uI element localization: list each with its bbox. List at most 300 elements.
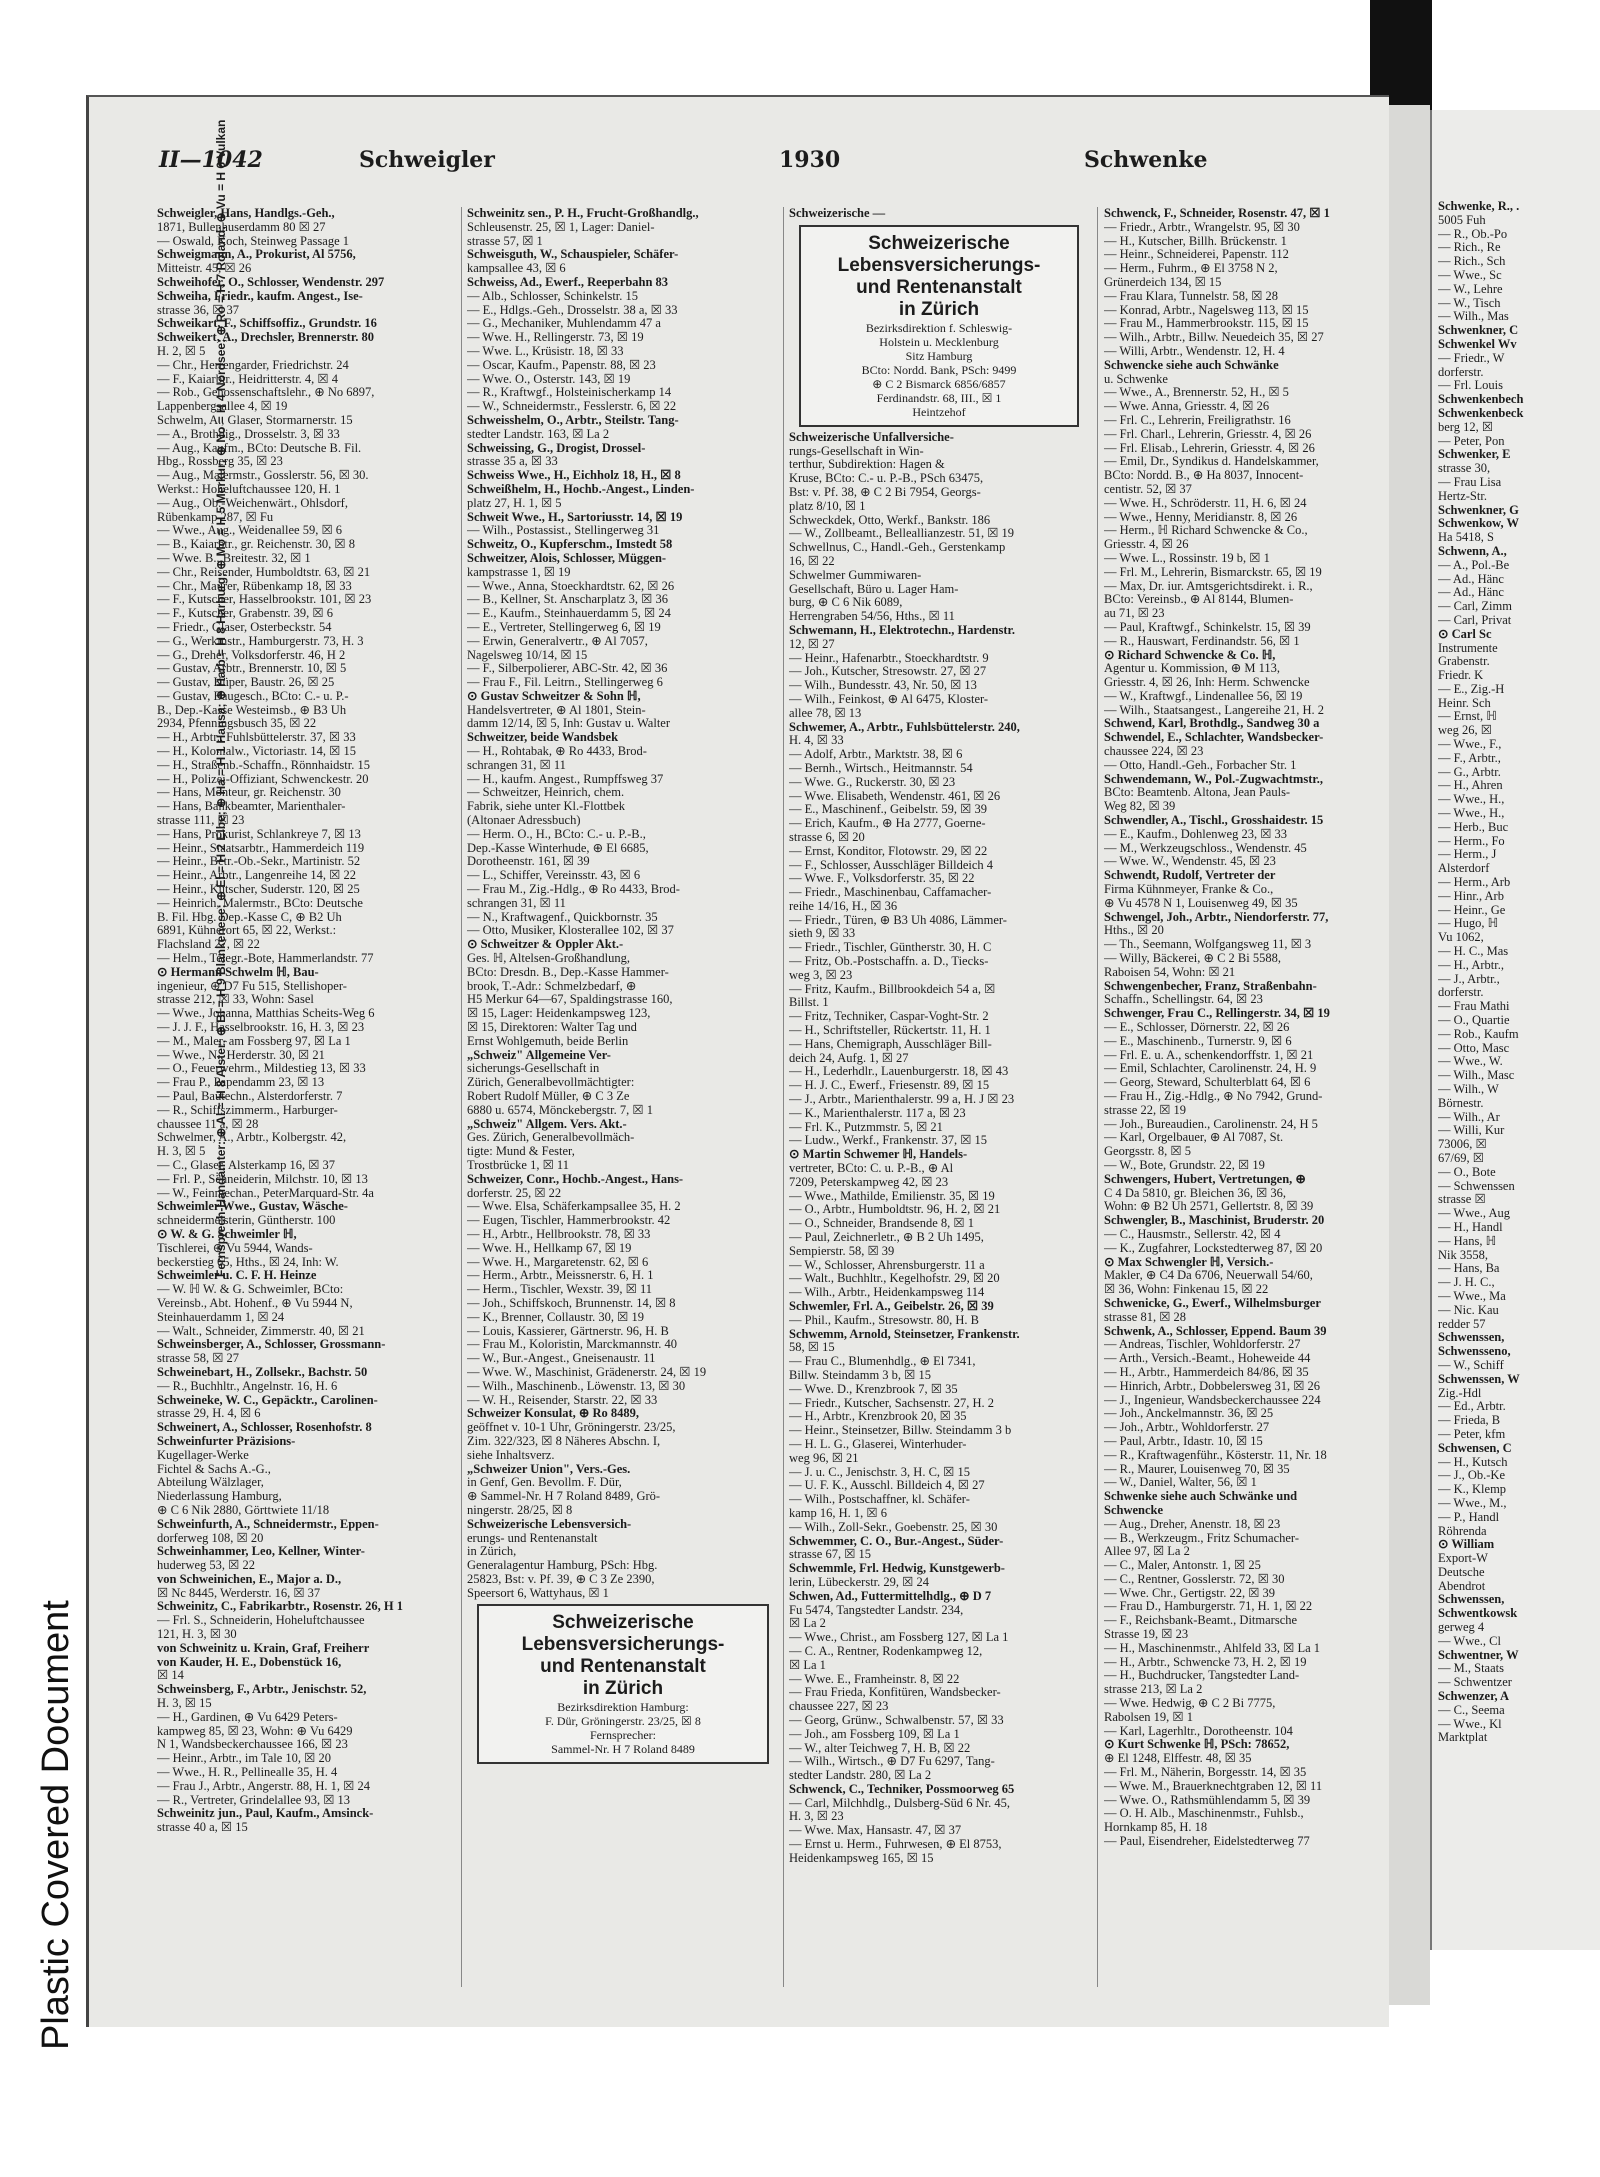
directory-entry-line: vertreter, BCto: C. u. P.-B., ⊕ Al — [789, 1162, 954, 1176]
directory-entry-line: Deutsche — [1438, 1565, 1485, 1579]
directory-entry-line: Griesstr. 4, ☒ 26 — [1104, 538, 1189, 552]
directory-entry-line: Schwenkner, C — [1438, 324, 1519, 338]
directory-entry-line: dorferstr. — [1438, 986, 1484, 1000]
directory-entry-line: Hornkamp 85, H. 18 — [1104, 1821, 1208, 1835]
directory-entry-line: Niederlassung Hamburg, — [157, 1490, 282, 1504]
directory-entry-line: Schweisguth, W., Schauspieler, Schäfer- — [467, 248, 679, 262]
directory-entry-line: — H., Arbtr., Hammerdeich 84/86, ☒ 35 — [1104, 1365, 1309, 1379]
directory-entry-line: — Georg, Grünw., Schwalbenstr. 57, ☒ 33 — [789, 1713, 1004, 1727]
directory-entry-line: strasse 30, — [1438, 462, 1491, 476]
directory-entry-line: — Hinrich, Arbtr., Dobbelersweg 31, ☒ 26 — [1104, 1379, 1321, 1393]
directory-entry-line: — H., Buchdrucker, Tangstedter Land- — [1104, 1669, 1300, 1683]
directory-entry-line: — Wilh., Maschinenb., Löwenstr. 13, ☒ 30 — [467, 1379, 686, 1393]
directory-entry-line: — Gustav, Arbtr., Brennerstr. 10, ☒ 5 — [157, 662, 347, 676]
directory-entry-line: Nagelsweg 10/14, ☒ 15 — [467, 648, 588, 662]
directory-entry-line: — Frl. Elisab., Lehrerin, Griesstr. 4, ☒ 26 — [1104, 441, 1315, 455]
scan-margin — [0, 2070, 1600, 2177]
directory-entry-line: Tischlerei, ⊕ Vu 5944, Wands- — [157, 1241, 313, 1255]
directory-entry-line: — Fritz, Techniker, Caspar-Voght-Str. 2 — [789, 1010, 989, 1024]
directory-entry-line: ⊕ Vu 4578 N 1, Louisenweg 49, ☒ 35 — [1104, 896, 1298, 910]
directory-entry-line: — Wwe., Johanna, Matthias Scheits-Weg 6 — [157, 1007, 375, 1021]
directory-entry-line: au 71, ☒ 23 — [1104, 607, 1165, 621]
directory-entry-line: Schwengers, Hubert, Vertretungen, ⊕ — [1104, 1172, 1306, 1186]
directory-entry-line: — R., Schiffszimmerm., Harburger- — [157, 1103, 338, 1117]
directory-entry-line: — Rich., Re — [1438, 241, 1501, 255]
directory-entry-line: Schwelm, A., Glaser, Stormarnerstr. 15 — [157, 413, 353, 427]
directory-entry-line: Schweinfurter Präzisions- — [157, 1434, 296, 1448]
directory-entry-line: Schweikert, A., Drechsler, Brennerstr. 80 — [157, 331, 374, 345]
directory-entry-line: — E., Kaufm., Dohlenweg 23, ☒ 33 — [1104, 827, 1288, 841]
directory-entry-line: — B., Kellner, St. Anscharplatz 3, ☒ 36 — [467, 593, 668, 607]
directory-entry-line: — Wwe. H., Schröderstr. 11, H. 6, ☒ 24 — [1104, 496, 1307, 510]
directory-entry-line: Schwendt, Rudolf, Vertreter der — [1104, 869, 1276, 883]
directory-entry-line: Marktplat — [1438, 1731, 1488, 1745]
directory-entry-line: Ges. Zürich, Generalbevollmäch- — [467, 1131, 635, 1145]
ad-detail-line: Ferdinandstr. 68, III., ☒ 1 — [876, 390, 1002, 405]
directory-entry-line: — Ernst u. Herm., Fuhrwesen, ⊕ El 8753, — [789, 1838, 1002, 1852]
directory-entry-line: „Schweiz" Allgem. Vers. Akt.- — [467, 1117, 627, 1131]
directory-entry-line: — Willi, Kur — [1438, 1124, 1505, 1138]
directory-entry-line: — Heinr., Arbtr., Langenreihe 14, ☒ 22 — [157, 869, 357, 883]
directory-entry-line: platz 8/10, ☒ 1 — [789, 499, 866, 513]
directory-entry-line: — Herm., Fo — [1438, 834, 1505, 848]
directory-entry-line: — Heinr., Schneiderei, Papenstr. 112 — [1104, 248, 1289, 262]
directory-entry-line: 25823, Bst: v. Pf. 39, ⊕ C 3 Ze 2390, — [467, 1572, 655, 1586]
directory-entry-line: Schwenck, F., Schneider, Rosenstr. 47, ☒ 1 — [1104, 207, 1330, 220]
directory-entry-line: — Willi, Arbtr., Wendenstr. 12, H. 4 — [1104, 344, 1285, 358]
plastic-covered-label: Plastic Covered Document — [35, 1600, 77, 2050]
directory-entry-line: — H., Kutsch — [1438, 1455, 1508, 1469]
directory-entry-line: — Chr., Reisender, Humboldtstr. 63, ☒ 21 — [157, 565, 371, 579]
directory-entry-line: — H., Arbtr., — [1438, 958, 1504, 972]
directory-entry-line: — Wwe., Christ., am Fossberg 127, ☒ La 1 — [789, 1631, 1009, 1645]
directory-entry-line: — K., Zugfahrer, Lockstedterweg 87, ☒ 20 — [1104, 1241, 1323, 1255]
directory-entry-line: — Wwe. L., Krüsistr. 18, ☒ 33 — [467, 344, 624, 358]
directory-entry-line: brook, T.-Adr.: Schmelzbedarf, ⊕ — [467, 979, 637, 993]
directory-entry-line: — Ad., Hänc — [1438, 586, 1504, 600]
directory-entry-line: chaussee 224, ☒ 23 — [1104, 745, 1204, 759]
directory-entry-line: — Frl. Louis — [1438, 379, 1503, 393]
directory-entry-line: — Schwenssen — [1438, 1179, 1515, 1193]
directory-entry-line: rungs-Gesellschaft in Win- — [789, 444, 924, 458]
directory-entry-line: 6891, Kühnerort 65, ☒ 22, Werkst.: — [157, 924, 337, 938]
directory-entry-line: Schaffn., Schellingstr. 64, ☒ 23 — [1104, 993, 1263, 1007]
directory-entry-line: — Wwe., Aug — [1438, 1207, 1510, 1221]
directory-entry-line: Schweikart, F., Schiffsoffiz., Grundstr. 16 — [157, 317, 377, 331]
directory-entry-line: ⊕ El 1248, Elffestr. 48, ☒ 35 — [1104, 1752, 1252, 1766]
directory-entry-line: — Wwe., H., — [1438, 807, 1505, 821]
directory-entry-line: — Wwe., H., — [1438, 793, 1505, 807]
directory-entry-line: — Carl, Zimm — [1438, 600, 1512, 614]
directory-entry-line: — Konrad, Arbtr., Nagelsweg 113, ☒ 15 — [1104, 303, 1309, 317]
directory-entry-line: Schwemler, Frl. A., Geibelstr. 26, ☒ 39 — [789, 1300, 994, 1313]
directory-entry-line: — F., Kaiarbtr., Heidritterstr. 4, ☒ 4 — [157, 372, 339, 386]
directory-entry-line: — W., Tisch — [1438, 296, 1501, 310]
directory-entry-line: centistr. 52, ☒ 37 — [1104, 482, 1192, 496]
directory-entry-line: — Herm., Arbtr., Meissnerstr. 6, H. 1 — [467, 1269, 654, 1283]
directory-entry-line: ningerstr. 28/25, ☒ 8 — [467, 1503, 573, 1517]
directory-entry-line: Trostbrücke 1, ☒ 11 — [467, 1158, 569, 1172]
directory-entry-line: — M., Maler, am Fossberg 97, ☒ La 1 — [157, 1034, 351, 1048]
directory-entry-line: — L., Schiffer, Vereinsstr. 43, ☒ 6 — [467, 869, 641, 883]
directory-entry-line: — W., Kraftwgf., Lindenallee 56, ☒ 19 — [1104, 689, 1303, 703]
directory-entry-line: Schweitz, O., Kupferschm., Imstedt 58 — [467, 538, 673, 552]
directory-entry-line: Schwenzer, A — [1438, 1690, 1510, 1704]
directory-entry-line: Abteilung Wälzlager, — [157, 1476, 264, 1490]
directory-entry-line: Schweigmann, A., Prokurist, Al 5756, — [157, 248, 356, 262]
directory-entry-line: Schweinitz jun., Paul, Kaufm., Amsinck- — [157, 1807, 374, 1821]
directory-entry-line: — Frau M., Zig.-Hdlg., ⊕ Ro 4433, Brod- — [467, 883, 680, 897]
directory-entry-line: — Frau Klara, Tunnelstr. 58, ☒ 28 — [1104, 289, 1279, 303]
directory-entry-line: BCto: Vereinsb., ⊕ Al 8144, Blumen- — [1104, 593, 1294, 607]
directory-entry-line: H. 3, ☒ 15 — [157, 1697, 212, 1711]
column-3 — [789, 207, 1089, 2007]
directory-entry-line: weg 96, ☒ 21 — [789, 1451, 859, 1465]
directory-entry-line: — R., Kraftwgf., Holsteinischerkamp 14 — [467, 386, 672, 400]
directory-entry-line: — Heinr., Ge — [1438, 903, 1506, 917]
directory-entry-line: — E., Schlosser, Dörnerstr. 22, ☒ 26 — [1104, 1021, 1290, 1035]
directory-entry-line: Billw. Steindamm 3 b, ☒ 15 — [789, 1368, 931, 1382]
directory-entry-line: — J., Arbtr., — [1438, 972, 1500, 986]
directory-page — [86, 95, 1389, 2027]
directory-entry-line: — H., Maschinenmstr., Ahlfeld 33, ☒ La 1 — [1104, 1641, 1321, 1655]
directory-entry-line: — Wwe., F., — [1438, 738, 1502, 752]
directory-entry-line: Schweinsberger, A., Schlosser, Grossmann- — [157, 1338, 386, 1352]
ad-detail-line: Sammel-Nr. H 7 Roland 8489 — [551, 1742, 695, 1757]
directory-entry-line: — E., Vertreter, Stellingerweg 6, ☒ 19 — [467, 620, 661, 634]
directory-entry-line: erungs- und Rentenanstalt — [467, 1531, 598, 1545]
directory-entry-line: berg 12, ☒ — [1438, 420, 1494, 434]
directory-entry-line: — Heinr., Hafenarbtr., Stoeckhardtstr. 9 — [789, 651, 989, 665]
directory-entry-line: Zim. 322/323, ☒ 8 Näheres Abschn. I, — [467, 1434, 661, 1448]
directory-entry-line: Schweinhammer, Leo, Kellner, Winter- — [157, 1545, 365, 1559]
directory-entry-line: Vu 1062, — [1438, 931, 1484, 945]
directory-entry-line: Zürich, Generalbevollmächtigter: — [467, 1076, 635, 1090]
directory-entry-line: 73006, ☒ — [1438, 1138, 1487, 1152]
directory-entry-line: — Carl, Privat — [1438, 613, 1512, 627]
directory-entry-line: — R., Kraftwagenführ., Kösterstr. 11, Nr. 18 — [1104, 1448, 1327, 1462]
advertisement-box — [477, 1604, 769, 1764]
directory-entry-line: — Schwentzer — [1438, 1676, 1512, 1690]
directory-entry-line: — Wwe., W. — [1438, 1055, 1503, 1069]
directory-entry-line: — Peter, kfm — [1438, 1427, 1506, 1441]
ad-detail-line: Bezirksdirektion f. Schleswig- — [865, 320, 1013, 335]
directory-entry-line: stedter Landstr. 163, ☒ La 2 — [467, 427, 610, 441]
directory-entry-line: — Nic. Kau — [1438, 1303, 1499, 1317]
directory-entry-line: ☒ 36, Wohn: Finkenau 15, ☒ 22 — [1104, 1283, 1269, 1297]
directory-entry-line: dorferstr. 25, ☒ 22 — [467, 1186, 562, 1200]
directory-entry-line: — Wilh., Arbtr., Heidenkampsweg 114 — [789, 1286, 985, 1300]
directory-entry-line: Kruse, BCto: C.- u. P.-B., PSch 63475, — [789, 472, 984, 486]
directory-entry-line: Fichtel & Sachs A.-G., — [157, 1462, 271, 1476]
directory-entry-line: Schwendemann, W., Pol.-Zugwachtmstr., — [1104, 772, 1324, 786]
directory-entry-line: — Wilh., Wirtsch., ⊕ D7 Fu 6297, Tang- — [789, 1755, 995, 1769]
ad-title-line: Schweizerische — [552, 1612, 694, 1634]
directory-entry-line: — Wilh., Zoll-Sekr., Goebenstr. 25, ☒ 30 — [789, 1520, 998, 1534]
directory-entry-line: — Wwe. H., Margaretenstr. 62, ☒ 6 — [467, 1255, 649, 1269]
directory-entry-line: kampweg 85, ☒ 23, Wohn: ⊕ Vu 6429 — [157, 1724, 353, 1738]
directory-entry-line: — Herm., ℍ Richard Schwencke & Co., — [1104, 524, 1308, 538]
ad-detail-line: BCto: Nordd. Bank, PSch: 9499 — [861, 362, 1017, 377]
column-2 — [467, 207, 779, 2007]
directory-entry-line: ⊙ Martin Schwemer ℍ, Handels- — [789, 1148, 968, 1162]
directory-entry-line: — Hugo, ℍ — [1438, 917, 1499, 931]
directory-entry-line: Firma Kühnmeyer, Franke & Co., — [1104, 883, 1274, 897]
directory-entry-line: Schwensseno, — [1438, 1345, 1511, 1359]
directory-entry-line: — Walt., Buchhltr., Kegelhofstr. 29, ☒ 20 — [789, 1272, 1000, 1286]
directory-entry-line: — Wwe. Hedwig, ⊕ C 2 Bi 7775, — [1104, 1697, 1276, 1711]
directory-entry-line: — H., Kolonialw., Victoriastr. 14, ☒ 15 — [157, 745, 356, 759]
directory-entry-line: Allee 97, ☒ La 2 — [1104, 1545, 1190, 1559]
directory-entry-line: — Wwe., N., Herderstr. 30, ☒ 21 — [157, 1048, 325, 1062]
directory-entry-line: — Walt., Schneider, Zimmerstr. 40, ☒ 21 — [157, 1324, 365, 1338]
directory-entry-line: Weg 82, ☒ 39 — [1104, 800, 1176, 814]
directory-entry-line: tigte: Mund & Fester, — [467, 1145, 575, 1159]
directory-entry-line: Schwenkenbech — [1438, 393, 1524, 407]
column-1 — [157, 207, 457, 2007]
directory-entry-line: — Joh., Schiffskoch, Brunnenstr. 14, ☒ 8 — [467, 1296, 676, 1310]
directory-entry-line: — J. H. C., — [1438, 1276, 1495, 1290]
directory-entry-line: Schweinert, A., Schlosser, Rosenhofstr. 8 — [157, 1421, 372, 1435]
directory-entry-line: Schwemmer, C. O., Bur.-Angest., Süder- — [789, 1534, 1004, 1548]
directory-entry-line: — F., Schlosser, Ausschläger Billdeich 4 — [789, 858, 994, 872]
directory-entry-line: — Frau M., Hammerbrookstr. 115, ☒ 15 — [1104, 317, 1309, 331]
directory-entry-line: H5 Merkur 64—67, Spaldingstrasse 160, — [467, 993, 673, 1007]
directory-entry-line: — C., Seema — [1438, 1703, 1505, 1717]
directory-entry-line: Schwenssen, — [1438, 1331, 1505, 1345]
directory-entry-line: Schweiha, Friedr., kaufm. Angest., Ise- — [157, 289, 363, 303]
directory-entry-line: — Heinr., Betr.-Ob.-Sekr., Martinistr. 52 — [157, 855, 361, 869]
directory-entry-line: — Wwe., Sc — [1438, 268, 1502, 282]
directory-entry-line: Herrengraben 54/56, Hths., ☒ 11 — [789, 610, 955, 624]
directory-entry-line: Röhrenda — [1438, 1524, 1487, 1538]
ad-detail-line: Holstein u. Mecklenburg — [879, 334, 999, 349]
directory-entry-line: — Heinr., Steinsetzer, Billw. Steindamm 3 b — [789, 1424, 1012, 1438]
directory-entry-line: — W., Bur.-Angest., Gneisenaustr. 11 — [467, 1352, 656, 1366]
directory-entry-line: — Gustav, Baugesch., BCto: C.- u. P.- — [157, 689, 349, 703]
directory-entry-line: — Friedr., Kutscher, Sachsenstr. 27, H. 2 — [789, 1396, 995, 1410]
directory-entry-line: — Frau Lisa — [1438, 475, 1502, 489]
page-header — [159, 147, 1359, 187]
directory-entry-line: — Joh., am Fossberg 109, ☒ La 1 — [789, 1727, 960, 1741]
directory-entry-line: Schweinsberg, F., Arbtr., Jenischstr. 52, — [157, 1683, 367, 1697]
directory-entry-line: N 1, Wandsbeckerchaussee 166, ☒ 23 — [157, 1738, 348, 1752]
directory-entry-line: strasse 57, ☒ 1 — [467, 234, 543, 248]
directory-entry-line: Schwenker, E — [1438, 448, 1511, 462]
directory-entry-line: — W., Schiff — [1438, 1358, 1504, 1372]
directory-entry-line: — Hans, Ba — [1438, 1262, 1500, 1276]
directory-entry-line: — Herm., J — [1438, 848, 1497, 862]
directory-entry-line: — Wwe. Elisabeth, Wendenstr. 461, ☒ 26 — [789, 789, 1001, 803]
directory-entry-line: — O., Bote — [1438, 1165, 1496, 1179]
directory-entry-line: kampsallee 43, ☒ 6 — [467, 262, 566, 276]
directory-entry-line: Handelsvertreter, ⊕ Al 1801, Stein- — [467, 703, 646, 717]
directory-entry-line: redder 57 — [1438, 1317, 1486, 1331]
directory-entry-line: ☒ 15, Direktoren: Walter Tag und — [467, 1021, 637, 1035]
directory-entry-line: — Frl. Charl., Lehrerin, Griesstr. 4, ☒ 26 — [1104, 427, 1312, 441]
directory-entry-line: — O. H. Alb., Maschinenmstr., Fuhlsb., — [1104, 1807, 1304, 1821]
directory-entry-line: — Rob., Genossenschaftslehr., ⊕ No 6897, — [157, 386, 375, 400]
directory-entry-line: — Wwe. Elsa, Schäferkampsallee 35, H. 2 — [467, 1200, 681, 1214]
directory-entry-line: Schwend, Karl, Brothdlg., Sandweg 30 a — [1104, 717, 1320, 731]
directory-entry-line: Export-W — [1438, 1552, 1488, 1566]
ad-title-line: Lebensversicherungs- — [521, 1634, 725, 1656]
directory-entry-line: Hertz-Str. — [1438, 489, 1487, 503]
directory-entry-line: — R., Buchhltr., Angelnstr. 16, H. 6 — [157, 1379, 338, 1393]
directory-entry-line: 12, ☒ 27 — [789, 637, 835, 651]
directory-entry-line: Robert Rudolf Müller, ⊕ C 3 Ze — [467, 1090, 630, 1103]
directory-entry-line: Schweigler, Hans, Handlgs.-Geh., — [157, 207, 335, 220]
directory-entry-line: in Genf, Gen. Bevollm. F. Dür, — [467, 1476, 622, 1490]
page-number: II—1042 — [159, 147, 263, 173]
directory-entry-line: ⊕ C 6 Nik 2880, Görttwiete 11/18 — [157, 1503, 330, 1517]
directory-entry-line: — Oscar, Kaufm., Papenstr. 88, ☒ 23 — [467, 358, 656, 372]
directory-entry-line: strasse ☒ — [1438, 1193, 1486, 1207]
directory-entry-line: — Adolf, Arbtr., Marktstr. 38, ☒ 6 — [789, 748, 963, 762]
directory-entry-line: — Friedr., Türen, ⊕ B3 Uh 4086, Lämmer- — [789, 913, 1007, 927]
directory-entry-line: — Emil, Dr., Syndikus d. Handelskammer, — [1104, 455, 1319, 469]
directory-entry-line: — Joh., Bureaudien., Carolinenstr. 24, H 5 — [1104, 1117, 1318, 1131]
directory-entry-line: ingenieur, ⊕ D7 Fu 515, Stellishoper- — [157, 979, 347, 993]
directory-entry-line: — Herm., Tischler, Wexstr. 39, ☒ 11 — [467, 1283, 653, 1297]
directory-entry-line: Schweinitz sen., P. H., Frucht-Großhandlg., — [467, 207, 699, 220]
directory-entry-line: — E., Maschinenb., Turnerstr. 9, ☒ 6 — [1104, 1034, 1292, 1048]
directory-entry-line: — H., Ahren — [1438, 779, 1503, 793]
directory-entry-line: — R., Ob.-Po — [1438, 227, 1508, 241]
directory-entry-line: Schwemann, H., Elektrotechn., Hardenstr. — [789, 623, 1016, 637]
ad-title-line: Schweizerische — [868, 232, 1010, 254]
column-5 — [1438, 200, 1600, 1950]
directory-entry-line: — Friedr., Tischler, Güntherstr. 30, H. C — [789, 941, 992, 955]
directory-entry-line: — R., Hauswart, Ferdinandstr. 56, ☒ 1 — [1104, 634, 1300, 648]
directory-entry-line: — Eugen, Tischler, Hammerbrookstr. 42 — [467, 1214, 671, 1228]
directory-entry-line: — W., Feinmechan., PeterMarquard-Str. 4a — [157, 1186, 374, 1200]
directory-entry-line: Ernst Wohlgemuth, beide Berlin — [467, 1034, 629, 1048]
directory-entry-line: — Ludw., Werkf., Frankenstr. 37, ☒ 15 — [789, 1134, 988, 1148]
directory-entry-line: Schweitzer, Alois, Schlosser, Müggen- — [467, 551, 667, 565]
directory-entry-line: — C., Glaser, Alsterkamp 16, ☒ 37 — [157, 1158, 336, 1172]
directory-entry-line: — A., Pol.-Be — [1438, 558, 1510, 572]
directory-entry-line: — Wwe. F., Volksdorferstr. 35, ☒ 22 — [789, 872, 975, 886]
directory-entry-line: — Heinr., Arbtr., im Tale 10, ☒ 20 — [157, 1752, 331, 1766]
directory-entry-line: — Ad., Hänc — [1438, 572, 1504, 586]
directory-entry-line: — Max, Dr. iur. Amtsgerichtsdirekt. i. R., — [1104, 579, 1313, 593]
directory-entry-line: sieth 9, ☒ 33 — [789, 927, 856, 941]
directory-entry-line: ⊙ Schweitzer & Oppler Akt.- — [467, 938, 624, 952]
directory-entry-line: siehe Inhaltsverz. — [467, 1448, 555, 1462]
directory-entry-line: — C. A., Rentner, Rodenkampweg 12, — [789, 1644, 983, 1658]
directory-entry-line: — Wwe., H. R., Pellinealle 35, H. 4 — [157, 1766, 338, 1780]
directory-entry-line: Schwelmer Gummiwaren- — [789, 568, 922, 582]
directory-entry-line: — Rich., Sch — [1438, 255, 1506, 269]
directory-entry-line: — Frl. M., Näherin, Borgesstr. 14, ☒ 35 — [1104, 1766, 1307, 1780]
directory-entry-line: — K., Brenner, Collaustr. 30, ☒ 19 — [467, 1310, 645, 1324]
directory-entry-line: 6880 u. 6574, Mönckebergstr. 7, ☒ 1 — [467, 1103, 653, 1117]
header-year: 1930 — [779, 147, 841, 173]
directory-entry-line: — O., Arbtr., Humboldtstr. 96, H. 2, ☒ 21 — [789, 1203, 1001, 1217]
directory-entry-line: platz 27, H. 1, ☒ 5 — [467, 496, 562, 510]
directory-entry-line: ⊙ Kurt Schwenke ℍ, PSch: 78652, — [1104, 1738, 1290, 1752]
directory-entry-line: — Chr., Herrengarder, Friedrichstr. 24 — [157, 358, 349, 372]
directory-entry-line: — B., Kaiarbtr., gr. Reichenstr. 30, ☒ 8 — [157, 538, 355, 552]
directory-entry-line: — Erwin, Generalvertr., ⊕ Al 7057, — [467, 634, 648, 648]
directory-entry-line: Schweineke, W. C., Gepäcktr., Carolinen- — [157, 1393, 378, 1407]
directory-entry-line: — H., Schriftsteller, Rückertstr. 11, H. 1 — [789, 1024, 991, 1038]
directory-entry-line: — F., Silberpolierer, ABC-Str. 42, ☒ 36 — [467, 662, 668, 676]
directory-entry-line: — O., Schneider, Brandsende 8, ☒ 1 — [789, 1217, 974, 1231]
directory-entry-line: B., Dep.-Kasse Westeimsb., ⊕ B3 Uh — [157, 703, 347, 717]
directory-entry-line: Schweinfurth, A., Schneidermstr., Eppen- — [157, 1517, 379, 1531]
directory-entry-line: beckerstieg 65, Hths., ☒ 24, Inh: W. — [157, 1255, 339, 1269]
directory-entry-line: Generalagentur Hamburg, PSch: Hbg. — [467, 1559, 658, 1573]
ad-detail-line: Bezirksdirektion Hamburg: — [557, 1700, 689, 1715]
directory-entry-line: 67/69, ☒ — [1438, 1151, 1484, 1165]
directory-entry-line: Schwenssen, W — [1438, 1372, 1520, 1386]
directory-entry-line: — Wwe. Max, Hansastr. 47, ☒ 37 — [789, 1824, 962, 1838]
directory-entry-line: Schweizerische Lebensversich- — [467, 1517, 632, 1531]
directory-entry-line: — Aug., Malermstr., Gosslerstr. 56, ☒ 30. — [157, 469, 369, 483]
header-left-word: Schweigler — [359, 147, 495, 173]
directory-entry-line: — Aug., Dreher, Anenstr. 18, ☒ 23 — [1104, 1517, 1281, 1531]
directory-entry-line: — Wwe., Kl — [1438, 1717, 1502, 1731]
directory-entry-line: — W., Zollbeamt., Belleallianzestr. 51, ☒ 19 — [789, 527, 1015, 541]
directory-entry-line: 16, ☒ 22 — [789, 554, 835, 568]
directory-entry-line: — G., Mechaniker, Muhlendamm 47 a — [467, 317, 661, 331]
directory-entry-line: allee 78, ☒ 13 — [789, 706, 862, 720]
directory-entry-line: — Wwe., M., — [1438, 1496, 1507, 1510]
directory-entry-line: — Wilh., Masc — [1438, 1069, 1515, 1083]
directory-entry-line: — Wwe. O., Rathsmühlendamm 5, ☒ 39 — [1104, 1793, 1311, 1807]
directory-entry-line: von Schweinichen, E., Major a. D., — [157, 1572, 342, 1586]
directory-entry-line: Schweizer, Conr., Hochb.-Angest., Hans- — [467, 1172, 684, 1186]
directory-entry-line: Schwenke siehe auch Schwänke und — [1104, 1490, 1298, 1504]
directory-entry-line: — Herb., Buc — [1438, 820, 1509, 834]
column-divider — [783, 207, 784, 1987]
directory-entry-line: chaussee 227, ☒ 23 — [789, 1700, 889, 1714]
directory-entry-line: — F., Reichsbank-Beamt., Ditmarsche — [1104, 1614, 1298, 1628]
directory-entry-line: — Wwe. D., Krenzbrook 7, ☒ 35 — [789, 1382, 958, 1396]
directory-entry-line: — O., Quartie — [1438, 1014, 1510, 1028]
directory-entry-line: — Wwe. E., Framheinstr. 8, ☒ 22 — [789, 1672, 960, 1686]
directory-entry-line: — Helm., Telegr.-Bote, Hammerlandstr. 77 — [157, 952, 374, 966]
directory-entry-line: strasse 22, ☒ 19 — [1104, 1103, 1187, 1117]
directory-entry-line: — C., Rentner, Gosslerstr. 72, ☒ 30 — [1104, 1572, 1285, 1586]
directory-entry-line: Schwendel, E., Schlachter, Wandsbecker- — [1104, 731, 1324, 745]
directory-entry-line: — H., Gardinen, ⊕ Vu 6429 Peters- — [157, 1710, 338, 1724]
directory-entry-line: Schwengenbecher, Franz, Straßenbahn- — [1104, 979, 1317, 993]
directory-entry-line: huderweg 53, ☒ 22 — [157, 1559, 255, 1573]
directory-entry-line: — Hans, Prokurist, Schlankreye 7, ☒ 13 — [157, 827, 361, 841]
directory-entry-line: — Frau H., Zig.-Hdlg., ⊕ No 7942, Grund- — [1104, 1090, 1323, 1103]
directory-entry-line: — W., Daniel, Walter, 56, ☒ 1 — [1104, 1476, 1257, 1490]
directory-entry-line: 58, ☒ 15 — [789, 1341, 835, 1355]
directory-entry-line: — Otto, Masc — [1438, 1041, 1510, 1055]
directory-entry-line: — J., Arbtr., Marienthalerstr. 99 a, H. J ☒ 23 — [789, 1093, 1015, 1107]
directory-entry-line: „Schweizer Union", Vers.-Ges. — [467, 1462, 631, 1476]
directory-entry-line: — N., Kraftwagenf., Quickbornstr. 35 — [467, 910, 658, 924]
directory-entry-line: Schwellnus, C., Handl.-Geh., Gerstenkamp — [789, 541, 1006, 555]
directory-entry-line: Billst. 1 — [789, 996, 829, 1010]
directory-entry-line: Instrumente — [1438, 641, 1498, 655]
directory-entry-line: Heidenkampsweg 165, ☒ 15 — [789, 1851, 934, 1865]
directory-entry-line: „Schweiz" Allgemeine Ver- — [467, 1048, 611, 1062]
directory-entry-line: — Oswald, Koch, Steinweg Passage 1 — [157, 234, 349, 248]
directory-entry-line: Rübenkamp 287, ☒ Fu — [157, 510, 274, 524]
directory-entry-line: — E., Hdlgs.-Geh., Drosselstr. 38 a, ☒ 33 — [467, 303, 678, 317]
directory-entry-line: — Alb., Schlosser, Schinkelstr. 15 — [467, 289, 639, 303]
directory-entry-line: ⊙ Richard Schwencke & Co. ℍ, — [1104, 648, 1276, 662]
directory-entry-line: — Paul, Kraftwgf., Schinkelstr. 15, ☒ 39 — [1104, 620, 1311, 634]
